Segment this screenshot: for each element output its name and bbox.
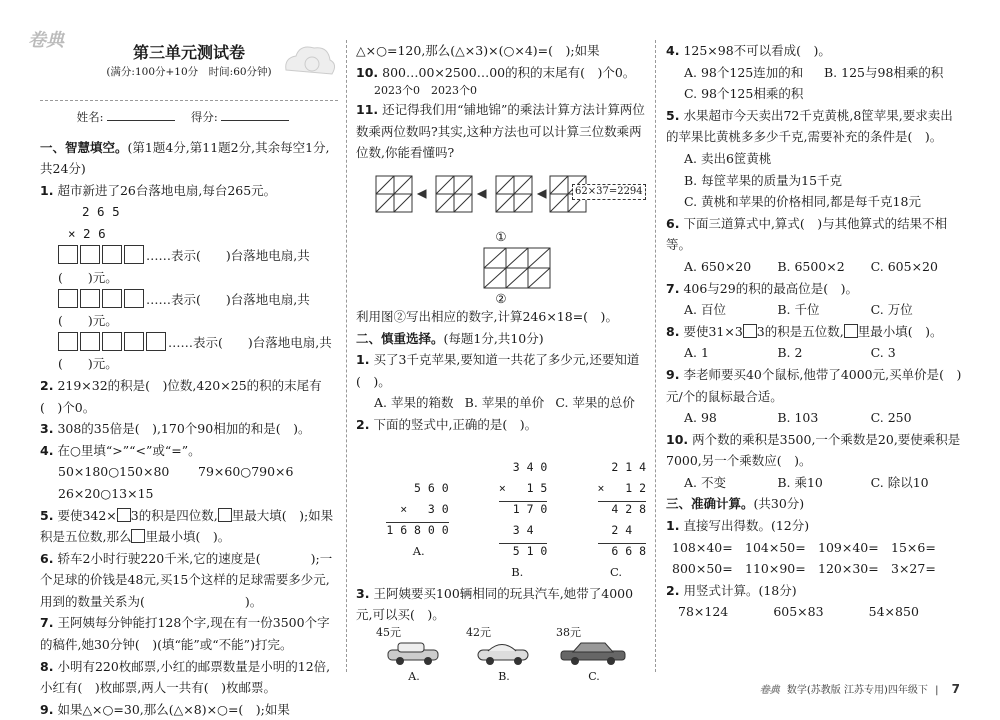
figure-1-label: ① (495, 228, 507, 244)
s2-q2: 2. 下面的竖式中,正确的是( )。 (356, 416, 538, 432)
page-subtitle: (满分:100分+10分 时间:60分钟) (106, 65, 272, 78)
cloud-decoration-icon (278, 40, 338, 84)
s2-q4-options-ab (666, 62, 964, 84)
score-label: 得分: (190, 110, 218, 124)
option-b[interactable]: B. 苹果的单价 (464, 395, 545, 411)
page-title: 第三单元测试卷 (132, 43, 245, 62)
footer-logo: 卷典 (759, 685, 780, 696)
q4-item-c: 26×20○13×15 (58, 485, 154, 501)
option-c[interactable]: C. 3 (870, 345, 896, 361)
empty-lattice-icon (356, 244, 646, 292)
q10-note: 2023个0 2023个0 (374, 84, 477, 98)
s2-q3: 3. 王阿姨要买100辆相同的玩具汽车,她带了4000元,可以买( )。 (356, 585, 634, 623)
s2-q6: 6. 下面三道算式中,算式( )与其他算式的结果不相等。 (666, 215, 948, 253)
figure-2-label: ② (495, 290, 507, 306)
test-header (28, 30, 338, 101)
q9-continued: △×○=120,那么(△×3)×(○×4)=( );如果 (356, 43, 600, 58)
option-c[interactable]: C. 万位 (870, 302, 913, 318)
option-c[interactable]: C. 除以10 (870, 474, 929, 490)
toy-car-icon (384, 640, 444, 666)
option-a[interactable]: A. 卖出6筐黄桃 (684, 150, 772, 166)
option-b[interactable]: B. 125与98相乘的积 (824, 64, 944, 80)
toy-car-icon (474, 640, 534, 666)
name-field[interactable] (107, 108, 175, 121)
calc-row-1: 108×40= 104×50= 109×40= 15×6= (672, 539, 936, 555)
q1-multiplier-1: 2 6 5 (82, 204, 120, 220)
q4-items: 50×180○150×80 79×60○790×6 (58, 464, 294, 480)
q2: 2. 219×32的积是( )位数,420×25的积的末尾有( )个0。 (40, 377, 322, 415)
brand-logo: 卷典 (28, 30, 64, 51)
toy-car-icon (559, 640, 629, 666)
q1-row-2: ……表示( )台落地电扇,共( )元。 (40, 289, 338, 332)
lattice-figure-2 (356, 244, 646, 292)
q1-multiplier-2: × 2 6 (68, 226, 106, 242)
q5: 5. 要使342× 3的积是四位数, 里最大填( );如果积是五位数,那么 里最小填( )。 (40, 507, 334, 545)
s2-q7-options (666, 299, 964, 321)
s2-q1-options (356, 392, 646, 414)
column-1 (28, 30, 338, 720)
q11-task: 利用图②写出相应的数字,计算246×18=( )。 (356, 308, 618, 324)
calc-row-2: 800×50= 110×90= 120×30= 3×27= (672, 561, 936, 577)
section-2-header: 二、慎重选择。(每题1分,共10分) (356, 330, 544, 346)
option-b[interactable]: B. 2 (777, 345, 803, 361)
car-option-b[interactable]: 42元 B. (466, 626, 542, 684)
s2-q1: 1. 买了3千克苹果,要知道一共花了多少元,还要知道( )。 (356, 352, 640, 389)
s3-q2: 2. 用竖式计算。(18分) (666, 582, 797, 598)
q10: 10. 800…00×2500…00的积的末尾有( )个0。 (356, 64, 636, 80)
q11: 11. 还记得我们用“铺地锦”的乘法计算方法计算两位数乘两位数吗?其实,这种方法也可以计算三位数乘两位数,你能看懂吗? (356, 102, 645, 161)
s2-q7: 7. 406与29的积的最高位是( )。 (666, 280, 858, 296)
option-b[interactable]: B. 千位 (777, 302, 820, 318)
score-field[interactable] (221, 108, 289, 121)
vertical-form-a: 5 6 0 × 3 0 1 6 8 0 0 A. (386, 480, 449, 558)
option-b[interactable]: B. 乘10 (777, 474, 823, 490)
option-b[interactable]: B. 每筐苹果的质量为15千克 (684, 172, 843, 188)
option-b[interactable]: B. 6500×2 (777, 258, 845, 274)
s2-q9: 9. 李老师要买40个鼠标,他带了4000元,买单价是( )元/个的鼠标最合适。 (666, 366, 962, 404)
lattice-figure-1 (356, 164, 646, 230)
option-c[interactable]: C. 605×20 (870, 258, 938, 274)
option-c[interactable]: C. 98个125相乘的积 (684, 86, 804, 102)
page-number: 7 (951, 682, 960, 696)
lattice-result: 62×37=2294 (572, 184, 646, 200)
s2-q8: 8. 要使31×3 3的积是五位数, 里最小填( )。 (666, 323, 943, 339)
option-a[interactable]: A. 1 (684, 345, 709, 361)
s2-q4: 4. 125×98不可以看成( )。 (666, 43, 831, 58)
vertical-form-b: 3 4 0 × 1 5 1 7 0 3 4 5 1 0 B. (498, 459, 548, 579)
s2-q6-options (666, 256, 964, 278)
section-3-header: 三、准确计算。(共30分) (666, 496, 805, 512)
option-c[interactable]: C. 黄桃和苹果的价格相同,都是每千克18元 (684, 194, 921, 210)
s2-q10-options (666, 472, 964, 494)
option-a[interactable]: A. 98 (684, 410, 717, 426)
option-a[interactable]: A. 650×20 (684, 258, 752, 274)
option-b[interactable]: B. 103 (777, 410, 819, 426)
q6: 6. 轿车2小时行驶220千米,它的速度是( );一个足球的价钱是48元,买15个这样的足球需要多少元,用到的数量关系为( )。 (40, 550, 333, 609)
vertical-form-c: 2 1 4 × 1 2 4 2 8 2 4 6 6 8 C. (597, 459, 647, 579)
option-a[interactable]: A. 苹果的箱数 (374, 395, 454, 411)
vertical-calc-problems: 78×124 605×83 54×850 (678, 604, 919, 620)
q7: 7. 王阿姨每分钟能打128个字,现在有一份3500个字的稿件,她30分钟( )(填“能”或“不能”)打完。 (40, 615, 330, 653)
option-c[interactable]: C. 苹果的总价 (555, 395, 635, 411)
q9: 9. 如果△×○=30,那么(△×8)×○=( );如果 (40, 701, 290, 717)
option-a[interactable]: A. 98个125连加的和 (684, 64, 804, 80)
name-score-row (40, 107, 338, 129)
q1-row-3: ……表示( )台落地电扇,共( )元。 (40, 332, 338, 375)
section-1-header: 一、智慧填空。(第1题4分,第11题2分,其余每空1分,共24分) (40, 139, 330, 177)
s3-q1: 1. 直接写出得数。(12分) (666, 518, 810, 534)
q3: 3. 308的35倍是( ),170个90相加的和是( )。 (40, 421, 311, 437)
s2-q2-vertical-forms (356, 436, 646, 583)
q1: 1. 超市新进了26台落地电扇,每台265元。 (40, 182, 277, 198)
q8: 8. 小明有220枚邮票,小红的邮票数量是小明的12倍,小红有( )枚邮票,两人一共有( )枚邮票。 (40, 658, 331, 696)
s2-q8-options (666, 342, 964, 364)
car-option-c[interactable]: 38元 C. (556, 626, 632, 684)
car-option-a[interactable]: 45元 A. (376, 626, 452, 684)
name-label: 姓名: (76, 110, 104, 124)
page-footer: 卷典 数学(苏教版 江苏专用)四年级下 | 7 (759, 682, 960, 696)
footer-book-title: 数学(苏教版 江苏专用)四年级下 (786, 685, 928, 696)
s2-q5: 5. 水果超市今天卖出72千克黄桃,8筐苹果,要求卖出的苹果比黄桃多多少千克,需要补充的条件是( )。 (666, 107, 953, 145)
option-a[interactable]: A. 百位 (684, 302, 726, 318)
column-2 (356, 40, 646, 684)
q1-row-1: ……表示( )台落地电扇,共( )元。 (40, 245, 338, 288)
s2-q10: 10. 两个数的乘积是3500,一个乘数是20,要使乘积是7000,另一个乘数应( )。 (666, 431, 961, 469)
option-c[interactable]: C. 250 (870, 410, 912, 426)
s2-q9-options (666, 407, 964, 429)
q4: 4. 在○里填“>”“<”或“=”。 (40, 442, 201, 458)
column-3 (666, 40, 964, 623)
car-options (356, 626, 646, 684)
option-a[interactable]: A. 不变 (684, 474, 726, 490)
